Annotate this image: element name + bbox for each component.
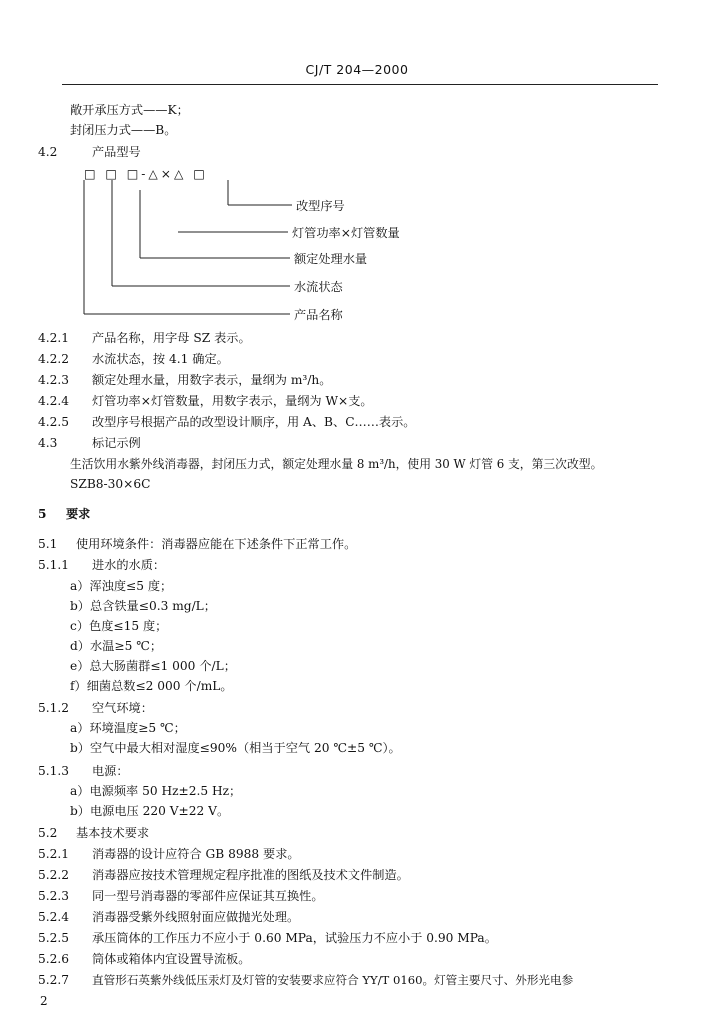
label-capacity: 额定处理水量 bbox=[294, 252, 368, 266]
list-item: b）电源电压 220 V±22 V。 bbox=[70, 804, 230, 818]
clause-num: 5.2.5 bbox=[38, 931, 70, 945]
clause-num: 4.2.3 bbox=[38, 373, 70, 387]
clause-5-1-text: 使用环境条件：消毒器应能在下述条件下正常工作。 bbox=[76, 537, 357, 551]
clause-num: 5.2.4 bbox=[38, 910, 70, 924]
clause-text: 同一型号消毒器的零部件应保证其互换性。 bbox=[92, 889, 324, 903]
clause-5-1-2-num: 5.1.2 bbox=[38, 701, 70, 715]
clause-text: 承压筒体的工作压力不应小于 0.60 MPa，试验压力不应小于 0.90 MPa。 bbox=[92, 931, 497, 945]
label-product-name: 产品名称 bbox=[294, 308, 343, 322]
clause-num: 4.2.2 bbox=[38, 352, 70, 366]
clause-text: 筒体或箱体内宜设置导流板。 bbox=[92, 952, 251, 966]
section-4-3-title: 标记示例 bbox=[92, 436, 141, 450]
page-number: 2 bbox=[40, 994, 48, 1008]
clause-num: 4.2.5 bbox=[38, 415, 70, 429]
clause-num: 5.2.6 bbox=[38, 952, 70, 966]
clause-num: 5.2.2 bbox=[38, 868, 70, 882]
clause-num: 5.2.3 bbox=[38, 889, 70, 903]
clause-text: 消毒器受紫外线照射面应做抛光处理。 bbox=[92, 910, 300, 924]
list-item: c）色度≤15 度； bbox=[70, 619, 168, 633]
clause-text: 灯管功率×灯管数量，用数字表示，量纲为 W×支。 bbox=[92, 394, 373, 408]
list-item: e）总大肠菌群≤1 000 个/L； bbox=[70, 659, 236, 673]
clause-5-1-1-title: 进水的水质： bbox=[92, 558, 166, 572]
list-item: b）总含铁量≤0.3 mg/L； bbox=[70, 599, 216, 613]
clause-5-1-2-title: 空气环境： bbox=[92, 701, 153, 715]
list-item: a）环境温度≥5 ℃； bbox=[70, 721, 186, 735]
clause-5-2-num: 5.2 bbox=[38, 826, 58, 840]
section-5-title: 要求 bbox=[66, 507, 91, 521]
clause-text: 额定处理水量，用数字表示，量纲为 m³/h。 bbox=[92, 373, 332, 387]
clause-num: 4.2.1 bbox=[38, 331, 70, 345]
clause-num: 5.2.7 bbox=[38, 973, 70, 987]
clause-text: 产品名称，用字母 SZ 表示。 bbox=[92, 331, 251, 345]
marking-example-text: 生活饮用水紫外线消毒器，封闭压力式，额定处理水量 8 m³/h，使用 30 W 灯管 6 支，第三次改型。 bbox=[70, 457, 603, 471]
line-closed-b: 封闭压力式——B。 bbox=[70, 123, 177, 137]
label-power-count: 灯管功率×灯管数量 bbox=[292, 226, 400, 240]
clause-5-1-1-num: 5.1.1 bbox=[38, 558, 70, 572]
section-5-num: 5 bbox=[38, 507, 47, 521]
list-item: a）浑浊度≤5 度； bbox=[70, 579, 173, 593]
label-flow-state: 水流状态 bbox=[294, 280, 343, 294]
label-revision: 改型序号 bbox=[296, 199, 345, 213]
page-header-code: CJ/T 204—2000 bbox=[305, 62, 409, 77]
clause-text: 消毒器的设计应符合 GB 8988 要求。 bbox=[92, 847, 300, 861]
line-open-k: 敞开承压方式——K； bbox=[70, 103, 189, 117]
clause-text: 消毒器应按技术管理规定程序批准的图纸及技术文件制造。 bbox=[92, 868, 409, 882]
clause-5-1-3-num: 5.1.3 bbox=[38, 764, 70, 778]
section-4-3-num: 4.3 bbox=[38, 436, 58, 450]
list-item: a）电源频率 50 Hz±2.5 Hz； bbox=[70, 784, 242, 798]
clause-5-2-text: 基本技术要求 bbox=[76, 826, 150, 840]
marking-example-code: SZB8-30×6C bbox=[70, 477, 151, 491]
clause-num: 4.2.4 bbox=[38, 394, 70, 408]
list-item: b）空气中最大相对湿度≤90%（相当于空气 20 ℃±5 ℃）。 bbox=[70, 741, 401, 755]
section-4-2-title: 产品型号 bbox=[92, 145, 141, 159]
clause-text: 改型序号根据产品的改型设计顺序，用 A、B、C……表示。 bbox=[92, 415, 416, 429]
list-item: d）水温≥5 ℃； bbox=[70, 639, 163, 653]
model-code-diagram bbox=[0, 0, 714, 330]
model-pattern: □ □ □-△×△ □ bbox=[84, 167, 208, 181]
clause-num: 5.2.1 bbox=[38, 847, 70, 861]
clause-text: 水流状态，按 4.1 确定。 bbox=[92, 352, 229, 366]
list-item: f）细菌总数≤2 000 个/mL。 bbox=[70, 679, 233, 693]
clause-text: 直管形石英紫外线低压汞灯及灯管的安装要求应符合 YY/T 0160。灯管主要尺寸、外形光电参 bbox=[92, 973, 574, 987]
section-4-2-num: 4.2 bbox=[38, 145, 58, 159]
clause-5-1-3-title: 电源： bbox=[92, 764, 129, 778]
clause-5-1-num: 5.1 bbox=[38, 537, 58, 551]
